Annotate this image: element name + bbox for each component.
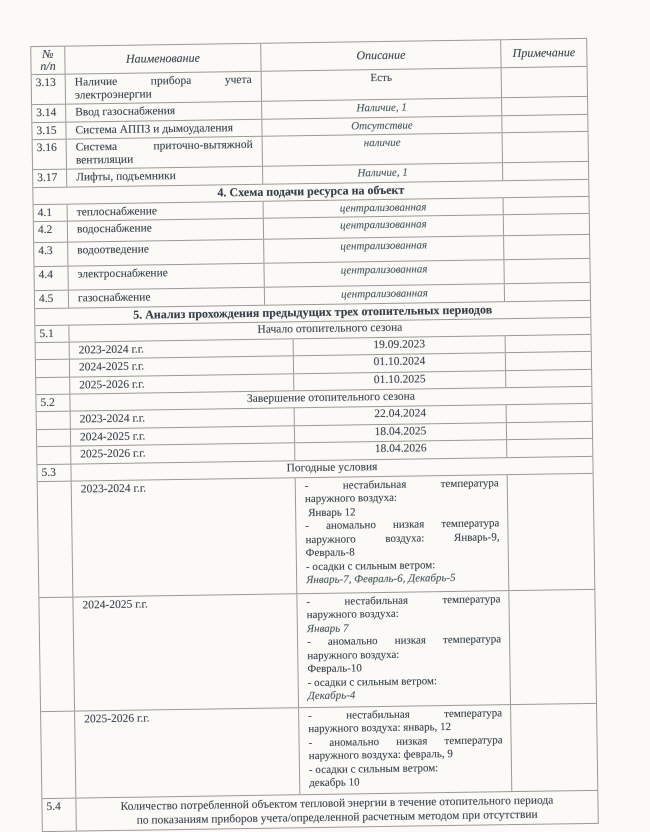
weather-line: Январь 12	[308, 505, 356, 519]
period-date: 22.04.2024	[294, 405, 506, 425]
row-description: централизованная	[263, 260, 503, 287]
row-name: теплоснабжение	[67, 201, 263, 220]
subsection-title: Завершение отопительного сезона	[69, 387, 591, 411]
weather-line: - нестабильная температура	[304, 476, 499, 492]
section-4-title: 4. Схема подачи ресурса на объект	[217, 182, 405, 199]
row-name: Лифты, подъемники	[66, 167, 262, 186]
row-note	[507, 473, 595, 589]
row-name: газоснабжение	[68, 288, 264, 307]
weather-line: наружного воздуха:	[306, 607, 399, 622]
row-number: 5.2	[40, 396, 55, 410]
weather-line: наружного воздуха: февраль, 9	[308, 747, 453, 763]
row-description: Отсутствие	[261, 116, 501, 136]
row-name-line: вентиляции	[75, 153, 134, 167]
weather-line: - осадки с сильным ветром:	[305, 558, 436, 573]
row-number	[36, 342, 69, 359]
weather-line: наружного воздуха: Январь-9,	[305, 530, 500, 546]
row-number: 3.15	[36, 124, 57, 137]
row-name	[65, 72, 261, 104]
passport-table	[30, 38, 599, 832]
period-date: 19.09.2023	[293, 336, 505, 356]
weather-line: наружного воздуха:	[304, 491, 398, 506]
weather-line: декабрь 10	[309, 776, 360, 790]
period-date: 18.04.2026	[294, 440, 506, 460]
weather-line: - осадки с сильным ветром:	[307, 674, 438, 689]
row-description: наличие	[262, 133, 502, 166]
weather-details	[295, 475, 509, 593]
col-header-name: Наименование	[64, 44, 260, 74]
section-5-title: 5. Анализ прохождения предыдущих трех отопительных периодов	[133, 301, 493, 322]
row-note	[503, 196, 589, 214]
row-note	[508, 589, 596, 703]
period-label: 2023-2024 г.г.	[71, 478, 297, 596]
row-number	[39, 597, 74, 710]
weather-line: - аномально низкая температура	[306, 633, 502, 649]
row-number: 5.3	[41, 466, 56, 479]
row-name: электроснабжение	[67, 264, 263, 290]
row-note	[510, 703, 597, 790]
period-date: 01.10.2025	[293, 371, 505, 391]
row-number	[36, 360, 69, 377]
row-description: централизованная	[263, 236, 503, 263]
weather-row	[41, 702, 597, 797]
row-number: 4.4	[38, 268, 54, 282]
weather-line: - нестабильная температура	[306, 592, 501, 608]
period-label: 2025-2026 г.г.	[70, 443, 294, 463]
row-description: Наличие, 1	[262, 163, 502, 183]
row-name-line: электроэнергии	[74, 87, 152, 102]
row-description: централизованная	[263, 198, 503, 218]
row-note	[501, 114, 587, 132]
subsection-title: Погодные условия	[70, 456, 592, 480]
row-note	[502, 132, 588, 162]
row-note	[502, 162, 588, 180]
row-name-line: Наличие прибора учета	[74, 73, 252, 89]
row-number	[37, 447, 70, 464]
weather-line: - нестабильная температура	[308, 706, 503, 722]
row-number: 5.4	[46, 800, 61, 813]
scanned-page	[30, 38, 599, 832]
row-description: централизованная	[264, 284, 504, 304]
row-number: 5.1	[39, 327, 54, 340]
row-note	[504, 283, 590, 301]
row-number: 4.3	[38, 244, 53, 258]
row-number: 3.14	[36, 106, 57, 120]
weather-details	[296, 591, 510, 707]
row-name: Ввод газоснабжения	[65, 102, 261, 121]
period-label: 2023-2024 г.г.	[69, 339, 293, 359]
row-name: водоснабжение	[67, 219, 263, 242]
period-label: 2025-2026 г.г.	[74, 708, 299, 797]
row-note	[506, 421, 592, 439]
row-name: водоотведение	[67, 240, 263, 266]
row-description: Наличие, 1	[261, 98, 501, 118]
weather-line: Январь-7, Февраль-6, Декабрь-5	[306, 571, 456, 587]
period-label: 2023-2024 г.г.	[70, 408, 294, 428]
col-header-desc: Описание	[260, 40, 500, 71]
col-header-num	[31, 47, 64, 74]
weather-line: - аномально низкая температура	[305, 517, 500, 533]
row-note	[503, 235, 589, 259]
subsection-title: Начало отопительного сезона	[68, 317, 590, 341]
row-number: 4.2	[37, 223, 53, 237]
weather-line: Январь 7	[306, 622, 349, 635]
row-5-4-text	[75, 790, 597, 830]
row-number: 4.1	[37, 206, 53, 219]
col-header-num-line2: п/п	[40, 58, 56, 74]
weather-details	[298, 705, 511, 794]
row-number	[41, 711, 75, 797]
row-number: 3.13	[35, 76, 56, 90]
row-5-4-line: Количество потребленной объектом тепловой энергии в течение отопительного периода	[120, 793, 554, 813]
weather-line: - осадки с сильным ветром:	[308, 761, 439, 776]
row-note	[506, 404, 592, 422]
weather-line: наружного воздуха:	[307, 648, 400, 662]
row-description: Есть	[261, 68, 501, 101]
weather-line: Февраль-10	[307, 662, 362, 676]
row-note	[505, 369, 591, 387]
row-5-4-line: по показаниям приборов учета/определенной расчетным методом при отсутствии	[136, 808, 538, 827]
row-number	[37, 412, 70, 429]
period-date: 01.10.2024	[293, 353, 505, 373]
row-name: Система АППЗ и дымоудаления	[65, 119, 261, 138]
row-note	[505, 352, 591, 370]
weather-line: наружного воздуха: январь, 12	[308, 721, 452, 736]
period-label: 2024-2025 г.г.	[69, 356, 293, 376]
row-number: 3.17	[37, 171, 58, 185]
row-number: 3.16	[36, 141, 57, 155]
weather-line: Февраль-8	[305, 546, 355, 560]
period-label: 2025-2026 г.г.	[69, 374, 293, 394]
row-note	[503, 214, 589, 235]
row-note	[501, 67, 587, 97]
weather-line: - аномально низкая температура	[308, 733, 503, 749]
row-name-line: Система приточно-вытяжной	[75, 138, 253, 154]
period-date: 18.04.2025	[294, 423, 506, 443]
period-label: 2024-2025 г.г.	[70, 426, 294, 446]
row-name	[66, 137, 262, 169]
period-label: 2024-2025 г.г.	[72, 594, 298, 710]
row-number	[38, 481, 73, 596]
col-header-note: Примечание	[500, 39, 586, 67]
weather-row	[39, 588, 596, 710]
col-header-num-line1: №	[42, 46, 54, 61]
row-description: централизованная	[263, 215, 503, 239]
row-number	[37, 429, 70, 446]
weather-line: Декабрь-4	[307, 689, 356, 703]
row-note	[506, 439, 592, 457]
row-note	[505, 334, 591, 352]
row-note	[503, 259, 589, 283]
weather-row	[38, 472, 595, 596]
row-number	[36, 377, 69, 394]
row-note	[501, 97, 587, 115]
row-number: 4.5	[38, 292, 54, 306]
